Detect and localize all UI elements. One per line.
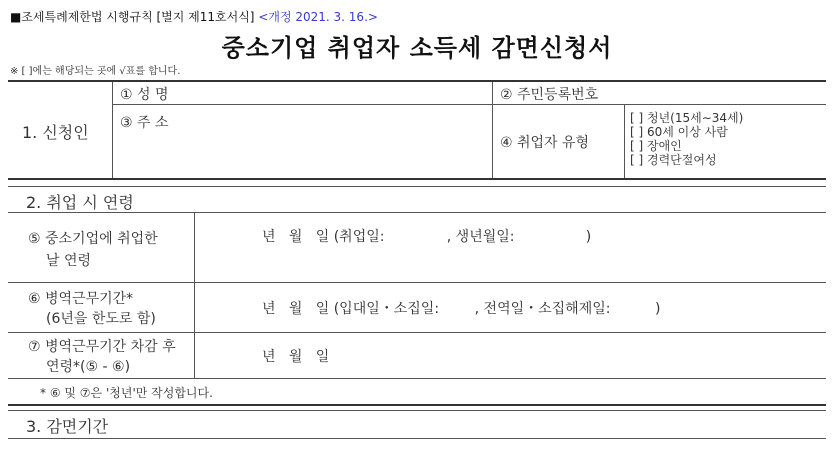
row6-label-1: ⑥ 병역근무기간* bbox=[28, 291, 134, 307]
row-divider bbox=[8, 438, 826, 439]
row6-value[interactable]: 년 월 일 (입대일・소집일: , 전역일・소집해제일: ) bbox=[262, 301, 661, 317]
col-divider bbox=[194, 212, 195, 378]
top-rule bbox=[8, 80, 826, 82]
form-reference bbox=[10, 8, 378, 25]
row5-value[interactable]: 년 월 일 (취업일: , 생년월일: ) bbox=[262, 229, 592, 245]
row5-label-1: ⑤ 중소기업에 취업한 bbox=[28, 231, 158, 247]
type-option-senior[interactable]: [ ] 60세 이상 사람 bbox=[630, 125, 728, 139]
rrn-label: ② 주민등록번호 bbox=[500, 87, 599, 103]
section-rule bbox=[8, 410, 826, 411]
footnote: * ⑥ 및 ⑦은 '청년'만 작성합니다. bbox=[40, 386, 213, 400]
row-divider bbox=[8, 332, 826, 333]
section2-label: 2. 취업 시 연령 bbox=[26, 193, 134, 212]
section-rule bbox=[8, 404, 826, 406]
row-divider bbox=[8, 378, 826, 379]
row5-label-2: 날 연령 bbox=[46, 253, 92, 269]
col-divider bbox=[492, 82, 493, 178]
name-label: ① 성 명 bbox=[120, 87, 169, 103]
row-divider bbox=[112, 104, 826, 105]
col-divider bbox=[112, 82, 113, 178]
row6-label-2: (6년을 한도로 함) bbox=[46, 311, 156, 327]
form-ref-text: ■조세특례제한법 시행규칙 [별지 제11호서식] bbox=[10, 10, 255, 24]
row7-label-1: ⑦ 병역근무기간 차감 후 bbox=[28, 339, 176, 355]
section3-label: 3. 감면기간 bbox=[26, 417, 109, 436]
row7-value[interactable]: 년 월 일 bbox=[262, 349, 330, 365]
type-option-career-break-woman[interactable]: [ ] 경력단절여성 bbox=[630, 153, 717, 167]
worker-type-label: ④ 취업자 유형 bbox=[500, 135, 590, 151]
document-title: 중소기업 취업자 소득세 감면신청서 bbox=[221, 34, 613, 62]
type-option-disabled[interactable]: [ ] 장애인 bbox=[630, 139, 682, 153]
section1-label: 1. 신청인 bbox=[22, 123, 89, 142]
row-divider bbox=[8, 282, 826, 283]
section-rule bbox=[8, 178, 826, 180]
check-note: ※ [ ]에는 해당되는 곳에 √표를 합니다. bbox=[10, 66, 181, 77]
revision-text: <개정 2021. 3. 16.> bbox=[258, 10, 378, 24]
type-option-youth[interactable]: [ ] 청년(15세∼34세) bbox=[630, 111, 744, 125]
row7-label-2: 연령*(⑤ - ⑥) bbox=[46, 359, 131, 375]
col-divider bbox=[624, 104, 625, 178]
section-rule bbox=[8, 186, 826, 187]
address-label: ③ 주 소 bbox=[120, 115, 169, 131]
